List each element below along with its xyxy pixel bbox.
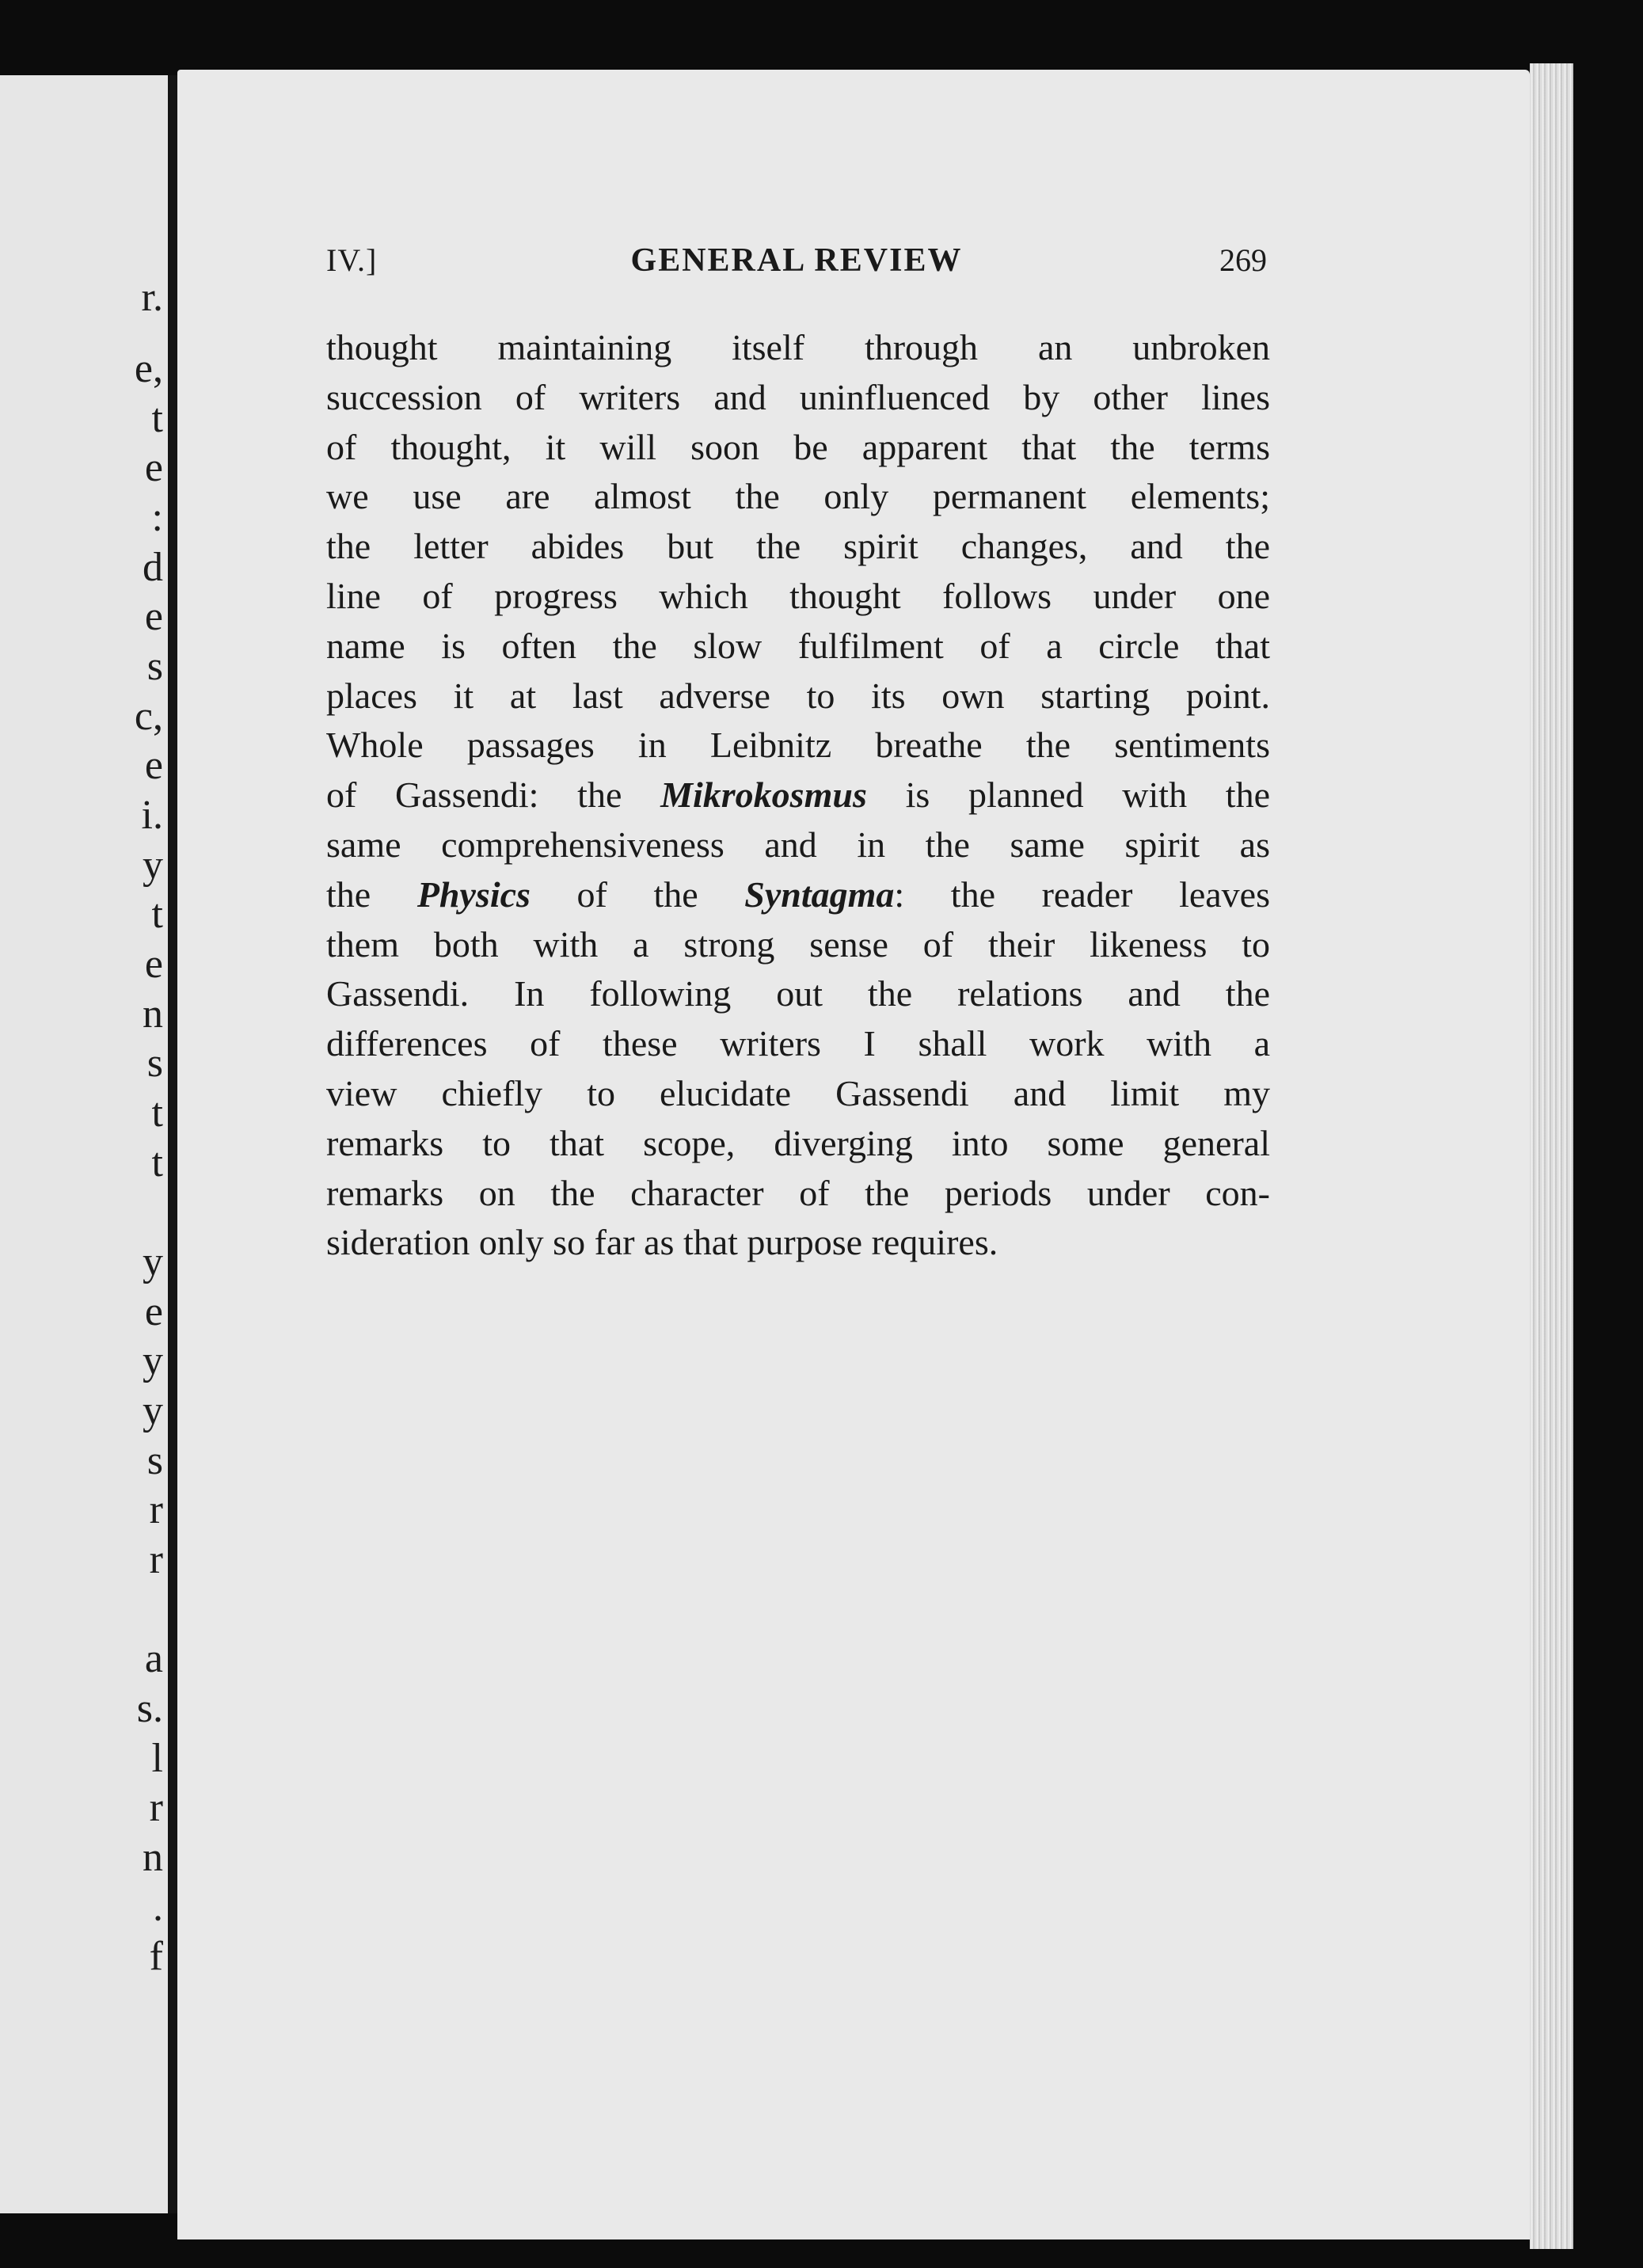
- italic-title: Mikrokosmus: [660, 774, 867, 816]
- body-text: [326, 323, 1270, 1268]
- previous-page-fragment: s: [146, 644, 163, 689]
- italic-title: Physics: [416, 873, 531, 915]
- text-line: view chiefly to elucidate Gassendi and limit my: [326, 1072, 1270, 1113]
- previous-page-fragment: i.: [141, 793, 163, 838]
- text-line: of Gassendi: the Mikrokosmus is planned with the: [326, 774, 1270, 816]
- text-line: the letter abides but the spirit changes, and the: [326, 526, 1270, 567]
- text-line: name is often the slow fulfilment of a circle that: [326, 625, 1270, 666]
- text-line: we use are almost the only permanent elements;: [326, 476, 1270, 517]
- previous-page-fragment: y: [143, 843, 163, 888]
- text-line: thought maintaining itself through an unbroken: [326, 327, 1270, 367]
- previous-page-fragment: t: [151, 396, 163, 441]
- text-line: the Physics of the Syntagma: the reader leaves: [326, 873, 1271, 915]
- book-gutter: [168, 75, 177, 2213]
- previous-page-fragment: e: [144, 942, 163, 987]
- previous-page-fragment: d: [143, 545, 163, 590]
- page-number: 269: [1219, 242, 1267, 278]
- previous-page-fragment: f: [149, 1934, 163, 1979]
- previous-page-fragment: :: [151, 495, 163, 540]
- previous-page-fragment: t: [151, 1090, 163, 1136]
- previous-page-fragment: l: [151, 1736, 163, 1781]
- previous-page-fragment: t: [151, 892, 163, 937]
- previous-page-fragment: a: [144, 1636, 163, 1681]
- text-line: remarks to that scope, diverging into some general: [326, 1122, 1270, 1163]
- previous-page-fragment: s.: [136, 1686, 163, 1731]
- page-block-edge: [1530, 63, 1573, 2249]
- previous-page-fragment: r: [149, 1537, 163, 1582]
- previous-page-fragment: r.: [141, 275, 163, 320]
- running-title: GENERAL REVIEW: [630, 242, 963, 279]
- previous-page-fragment: n: [143, 1835, 163, 1880]
- previous-page-fragment: s: [146, 1438, 163, 1483]
- previous-page-edge: [0, 75, 168, 2213]
- previous-page-fragment: s: [146, 1041, 163, 1086]
- previous-page-fragment: c,: [134, 694, 163, 739]
- previous-page-fragment: e,: [134, 346, 163, 391]
- previous-page-fragment: r: [149, 1785, 163, 1830]
- text-line: of thought, it will soon be apparent that the terms: [326, 426, 1270, 467]
- italic-title: Syntagma: [744, 873, 895, 915]
- previous-page-fragment: e: [144, 445, 163, 490]
- chapter-marker: IV.]: [326, 242, 378, 278]
- text-line: line of progress which thought follows under one: [326, 575, 1270, 616]
- text-line: places it at last adverse to its own starting point.: [326, 675, 1270, 716]
- previous-page-fragment: n: [143, 991, 163, 1037]
- text-line: same comprehensiveness and in the same spirit as: [326, 824, 1270, 865]
- text-line: Whole passages in Leibnitz breathe the sentiments: [326, 725, 1270, 766]
- previous-page-fragment: t: [151, 1140, 163, 1185]
- previous-page-fragment: y: [143, 1388, 163, 1433]
- previous-page-fragment: y: [143, 1338, 163, 1383]
- running-head: [326, 242, 1267, 289]
- text-line: succession of writers and uninfluenced by other lines: [326, 376, 1270, 417]
- text-line: Gassendi. In following out the relations and the: [326, 973, 1270, 1014]
- previous-page-fragment: .: [153, 1885, 163, 1930]
- previous-page-fragment: y: [143, 1239, 163, 1284]
- text-line: them both with a strong sense of their likeness to: [326, 923, 1270, 965]
- previous-page-fragment: r: [149, 1487, 163, 1532]
- text-line: sideration only so far as that purpose requires.: [326, 1222, 998, 1263]
- previous-page-fragment: e: [144, 1289, 163, 1334]
- previous-page-fragment: e: [144, 743, 163, 788]
- text-line: remarks on the character of the periods under con-: [326, 1172, 1270, 1213]
- previous-page-fragment: e: [144, 594, 163, 639]
- text-line: differences of these writers I shall work with a: [326, 1023, 1270, 1064]
